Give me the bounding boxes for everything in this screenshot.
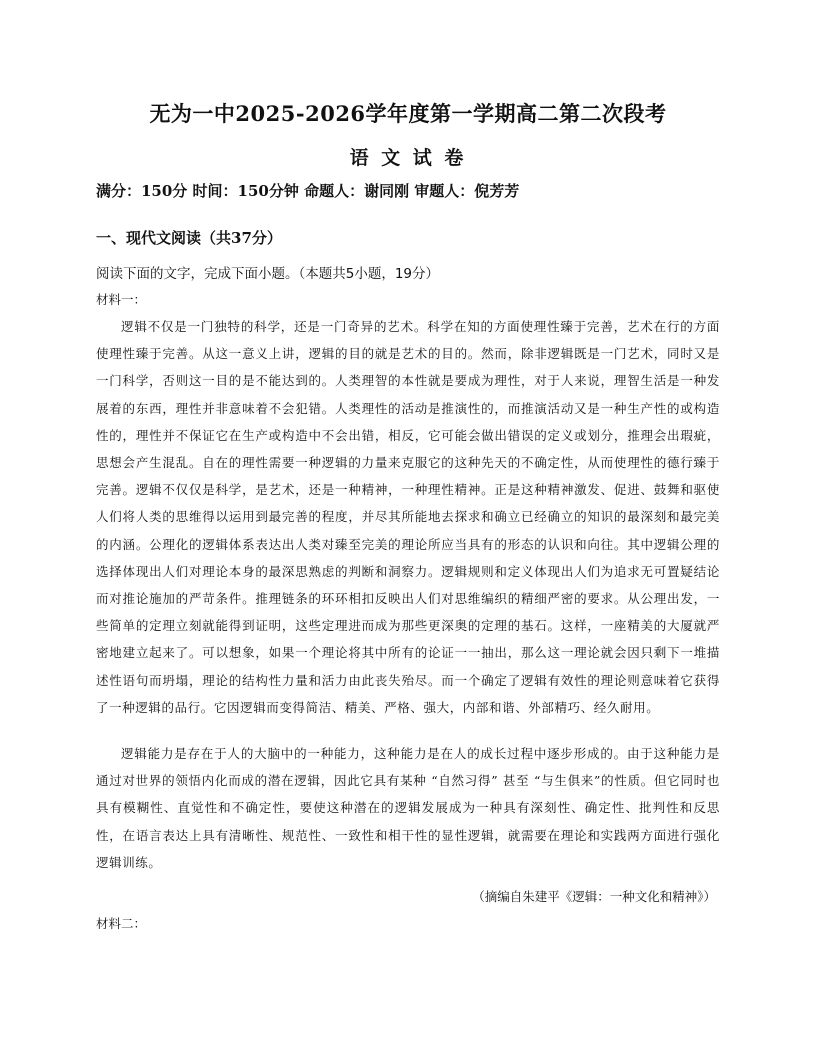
material-1-paragraph-1: 逻辑不仅是一门独特的科学，还是一门奇异的艺术。科学在知的方面使理性臻于完善，艺术在行的方面使理性臻于完善。从这一意义上讲，逻辑的目的就是艺术的目的。然而，除非逻辑既是一门艺术，同时又是一门科学，否则这一目的是不能达到的。人类理智的本性就是要成为理性，对于人来说，理智生活是一种发展着的东西，理性并非意味着不会犯错。人类理性的活动是推演性的，而推演活动又是一种生产性的或构造性的，理性并不保证它在生产或构造中不会出错，相反，它可能会做出错误的定义或划分，推理会出瑕疵，思想会产生混乱。自在的理性需要一种逻辑的力量来克服它的这种先天的不确定性，从而使理性的德行臻于完善。逻辑不仅仅是科学，是艺术，还是一种精神，一种理性精神。正是这种精神激发、促进、鼓舞和驱使人们将人类的思维得以运用到最完善的程度，并尽其所能地去探求和确立已经确立的知识的最深刻和最完美的内涵。公理化的逻辑体系表达出人类对臻至完美的理论所应当具有的形态的认识和向往。其中逻辑公理的选择体现出人们对理论本身的最深思熟虑的判断和洞察力。逻辑规则和定义体现出人们为追求无可置疑结论而对推论施加的严苛条件。推理链条的环环相扣反映出人们对思维编织的精细严密的要求。从公理出发，一些简单的定理立刻就能得到证明，这些定理进而成为那些更深奥的定理的基石。这样，一座精美的大厦就严密地建立起来了。可以想象，如果一个理论将其中所有的论证一一抽出，那么这一理论就会因只剩下一堆描述性语句而坍塌，理论的结构性力量和活力由此丧失殆尽。而一个确定了逻辑有效性的理论则意味着它获得了一种逻辑的品行。它因逻辑而变得简洁、精美、严格、强大，内部和谐、外部精巧、经久耐用。	[96, 319, 720, 715]
material-1-paragraph-2: 逻辑能力是存在于人的大脑中的一种能力，这种能力是在人的成长过程中逐步形成的。由于这种能力是通过对世界的领悟内化而成的潜在逻辑，因此它具有某种 “自然习得” 甚至 “与生俱来”的性质。但它同时也具有模糊性、直觉性和不确定性，要使这种潜在的逻辑发展成为一种具有深刻性、确定性、批判性和反思性，在语言表达上具有清晰性、规范性、一致性和相干性的显性逻辑，就需要在理论和实践两方面进行强化逻辑训练。	[96, 746, 720, 870]
section-heading: 一、现代文阅读（共37分）	[96, 229, 282, 247]
material-2-label: 材料二：	[96, 916, 147, 931]
exam-title: 无为一中2025-2026学年度第一学期高二第二次段考	[149, 101, 667, 126]
exam-subtitle: 语 文 试 卷	[349, 147, 467, 169]
exam-meta-info: 满分：150分 时间：150分钟 命题人：谢同刚 审题人：倪芳芳	[96, 182, 520, 200]
material-1-source: （摘编自朱建平《逻辑：一种文化和精神》）	[472, 889, 716, 904]
reading-instruction: 阅读下面的文字，完成下面小题。（本题共5小题，19分）	[96, 266, 440, 282]
material-1-label: 材料一：	[96, 292, 147, 307]
